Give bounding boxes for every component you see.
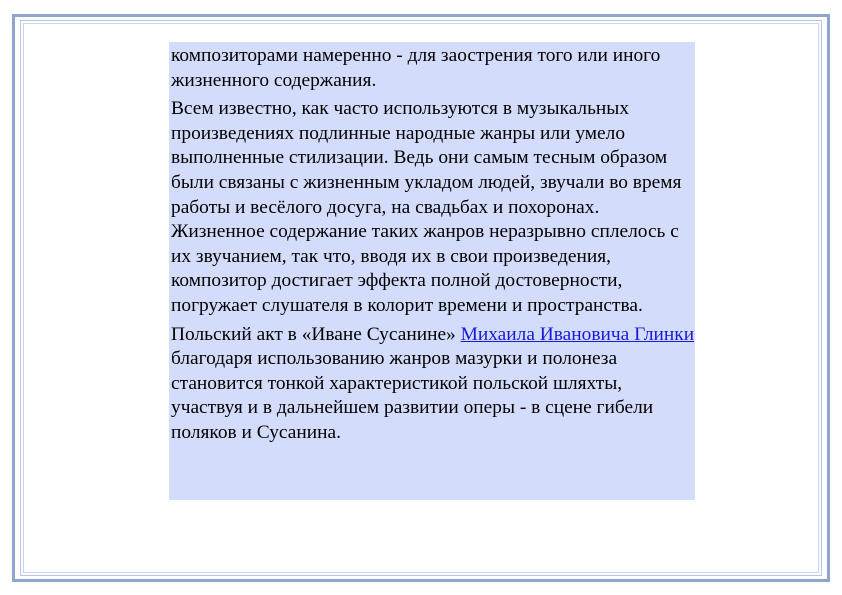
- text-block: [169, 42, 695, 500]
- paragraph-3: [171, 323, 695, 446]
- paragraph-2: Всем известно, как часто используются в музыкальных произведениях подлинные народные жанры или умело выполненные стилизации. Ведь они самым тесным образом были связаны с жизненным укладом людей, звучали во время работы и весёлого досуга, на свадьбах и похоронах. Жизненное содержание таких жанров неразрывно сплелось с их звучанием, так что, вводя их в свои произведения, композитор достигает эффекта полной достоверности, погружает слушателя в колорит времени и пространства.: [171, 98, 682, 316]
- paragraph-3-rest: благодаря использованию жанров мазурки и полонеза становится тонкой характеристикой польской шляхты, участвуя и в дальнейшем развитии оперы - в сцене гибели поляков и Сусанина.: [171, 348, 654, 443]
- paragraph-1: композиторами намеренно - для заострения того или иного жизненного содержания.: [171, 45, 661, 91]
- paragraph-3-intro: Польский акт в «Иване Сусанине»: [171, 323, 461, 345]
- glinka-link[interactable]: Михаила Ивановича Глинки: [460, 323, 695, 345]
